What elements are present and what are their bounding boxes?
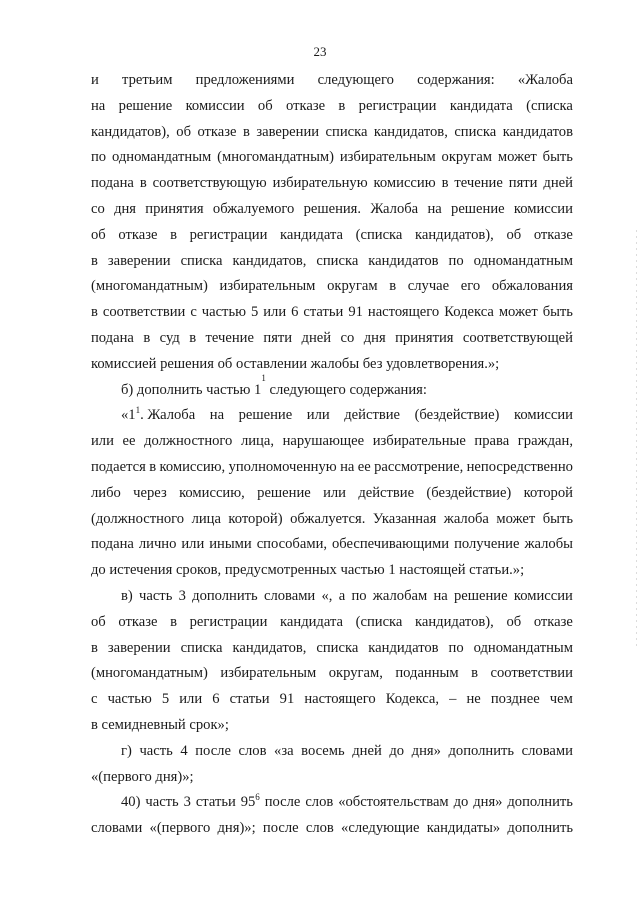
- word: или: [179, 691, 203, 708]
- word: а: [338, 587, 346, 604]
- word: течение: [454, 175, 503, 192]
- word: через: [133, 484, 167, 501]
- superscript: 1: [135, 405, 141, 416]
- word: в: [139, 175, 147, 192]
- word: словами: [521, 742, 573, 759]
- word: одномандатным: [111, 149, 212, 166]
- word: об: [176, 123, 191, 140]
- word: кандидата: [280, 613, 343, 630]
- word: которой: [523, 484, 573, 501]
- word: в: [149, 458, 157, 475]
- word: регистрации: [189, 226, 268, 243]
- word: обжалования: [491, 278, 573, 295]
- line-text: до истечения сроков, предусмотренных частью 1 настоящей статьи.»;: [91, 562, 525, 579]
- word: дополнить: [507, 820, 573, 837]
- word: кандидата: [280, 226, 343, 243]
- line-text: в семидневный срок»;: [91, 716, 229, 733]
- word: кандидаты»: [426, 820, 501, 837]
- word: или: [91, 433, 114, 450]
- word: может: [498, 304, 538, 321]
- word: быть: [542, 149, 573, 166]
- word: округам,: [328, 665, 383, 682]
- word: решение: [451, 200, 505, 217]
- word: 5: [161, 691, 170, 708]
- word: часть: [139, 742, 173, 759]
- word: в: [91, 304, 98, 321]
- text-line: [91, 455, 573, 481]
- word: одномандатным: [473, 639, 573, 656]
- word: подана: [91, 329, 134, 346]
- word: об: [506, 226, 522, 243]
- word: ее: [122, 433, 136, 450]
- word: течение: [205, 329, 254, 346]
- word: граждан,: [517, 433, 573, 450]
- word: случае: [407, 278, 450, 295]
- word: (многомандатным): [217, 149, 334, 166]
- word: заверении: [107, 252, 171, 269]
- paragraph-b-superscript: 1: [261, 372, 266, 383]
- word: может: [496, 510, 536, 527]
- word: лично: [138, 536, 177, 553]
- word: отказе: [197, 123, 237, 140]
- text-line: [91, 403, 573, 429]
- word: статьи: [229, 691, 270, 708]
- word: соответствии: [102, 304, 186, 321]
- paragraph-g: [91, 739, 573, 765]
- word: дополнить: [507, 794, 573, 811]
- word: «(первого: [149, 820, 211, 837]
- word: 6: [212, 691, 220, 708]
- word: списка: [180, 252, 223, 269]
- word: быть: [542, 304, 573, 321]
- word: ее: [357, 458, 371, 475]
- word: избирательные: [372, 433, 466, 450]
- paragraph-b-prefix: б) дополнить частью 1: [121, 381, 262, 398]
- word: по: [351, 587, 367, 604]
- word: с: [190, 304, 197, 321]
- word: обжалуется.: [290, 510, 366, 527]
- word: со: [91, 200, 105, 217]
- word: или: [263, 304, 287, 321]
- word: дней: [352, 742, 382, 759]
- word: Жалоба: [370, 200, 419, 217]
- word: и: [91, 72, 99, 88]
- word: в: [143, 329, 151, 346]
- word: «,: [321, 587, 333, 604]
- text-line: [91, 197, 573, 223]
- word: до: [389, 742, 405, 759]
- word: в: [471, 665, 478, 682]
- word: на: [209, 407, 225, 424]
- word: г): [121, 742, 132, 759]
- word: (многомандатным): [91, 665, 208, 682]
- text-line: [91, 249, 573, 275]
- line-text: «(первого дня)»;: [91, 768, 194, 785]
- word: поданным: [395, 665, 459, 682]
- word: содержания:: [417, 72, 495, 88]
- word: по: [448, 639, 464, 656]
- word: получение: [454, 536, 520, 553]
- word: комиссии: [185, 97, 245, 114]
- word: дней: [301, 329, 332, 346]
- superscript: 6: [255, 792, 260, 803]
- word: статьи: [195, 794, 236, 811]
- word: на: [427, 200, 442, 217]
- word: решение: [238, 407, 293, 424]
- word: рассмотрение,: [374, 458, 464, 475]
- word: частью: [201, 304, 246, 321]
- word: регистрации: [189, 613, 268, 630]
- word: 91: [279, 691, 295, 708]
- word: кандидатов,: [373, 123, 448, 140]
- word: позднее: [490, 691, 540, 708]
- word: по: [448, 252, 464, 269]
- word: комиссии: [513, 407, 573, 424]
- paragraph-jaloba: [91, 68, 573, 352]
- quote-last-line: [91, 558, 573, 584]
- word: в: [189, 329, 197, 346]
- document-body: [91, 68, 573, 842]
- word: решение: [118, 97, 173, 114]
- word: жалоба: [443, 510, 489, 527]
- word: комиссию,: [179, 484, 245, 501]
- word: кандидатов: [368, 639, 439, 656]
- text-line: [91, 507, 573, 533]
- word: часть: [139, 587, 173, 604]
- text-line: [91, 145, 573, 171]
- line-12: [91, 352, 573, 378]
- word: или: [323, 484, 346, 501]
- text-line: [91, 481, 573, 507]
- word: отказе: [118, 613, 158, 630]
- word: часть: [145, 794, 179, 811]
- text-line: [91, 739, 573, 765]
- word: суд: [159, 329, 180, 346]
- word: нарушающее: [282, 433, 365, 450]
- word: иными: [209, 536, 252, 553]
- word: избирательным: [339, 149, 436, 166]
- word: об: [91, 226, 106, 243]
- word: «$1^1$. Жалоба: [121, 405, 196, 424]
- word: подана: [91, 536, 134, 553]
- word: дней: [543, 175, 573, 192]
- word: избирательным: [220, 665, 317, 682]
- word: Кодекса,: [385, 691, 440, 708]
- word: либо: [91, 484, 121, 501]
- word: (бездействие): [414, 407, 500, 424]
- word: действие: [344, 407, 400, 424]
- word: комиссию: [373, 175, 436, 192]
- word: статьи: [303, 304, 344, 321]
- word: частью: [107, 691, 152, 708]
- word: кандидатов),: [415, 226, 494, 243]
- word: обжалуемого: [212, 200, 295, 217]
- word: «обстоятельствам: [338, 794, 449, 811]
- word: кандидатов,: [232, 639, 307, 656]
- text-line: [91, 636, 573, 662]
- word: (бездействие): [426, 484, 512, 501]
- word: дня)»;: [217, 820, 256, 837]
- word: избирательным: [219, 278, 316, 295]
- word: пяти: [263, 329, 293, 346]
- word: лица,: [240, 433, 274, 450]
- word: Указанная: [372, 510, 437, 527]
- text-line: [91, 532, 573, 558]
- word: в: [338, 97, 346, 114]
- word: должностного: [144, 433, 233, 450]
- word: одномандатным: [473, 252, 573, 269]
- word: решение: [454, 587, 508, 604]
- word: –: [449, 691, 457, 708]
- word: пяти: [508, 175, 538, 192]
- word: подана: [91, 175, 134, 192]
- word: комиссии: [513, 200, 573, 217]
- word: слов: [305, 794, 334, 811]
- word: отказе: [533, 226, 573, 243]
- word: настоящего: [304, 691, 376, 708]
- word: после: [195, 742, 231, 759]
- word: чем: [549, 691, 573, 708]
- word: комиссии: [513, 587, 573, 604]
- word: может: [497, 149, 537, 166]
- word: решение: [257, 484, 311, 501]
- word: соответствующей: [462, 329, 573, 346]
- text-line: [91, 584, 573, 610]
- paragraph-b: [91, 372, 573, 404]
- word: его: [460, 278, 481, 295]
- text-line: [91, 429, 573, 455]
- word: в: [91, 252, 98, 269]
- g-last-line: [91, 765, 573, 791]
- word: решения.: [303, 200, 362, 217]
- text-line: [91, 326, 573, 352]
- word: об: [91, 613, 106, 630]
- word: не: [466, 691, 481, 708]
- word: соответствии: [490, 665, 573, 682]
- word: до: [453, 794, 469, 811]
- word: принятия: [145, 200, 204, 217]
- line-text: комиссией решения об оставлении жалобы без удовлетворения.»;: [91, 355, 500, 372]
- word: уполномоченную: [228, 458, 337, 475]
- word: «следующие: [341, 820, 420, 837]
- scan-edge-artifact: [636, 230, 637, 650]
- word: права: [474, 433, 510, 450]
- word: со: [340, 329, 355, 346]
- paragraph-40: [91, 790, 573, 816]
- word: (должностного: [91, 510, 185, 527]
- word: заверении: [107, 639, 171, 656]
- paragraph-v: [91, 584, 573, 713]
- word: слов: [238, 742, 267, 759]
- word: дня»: [411, 742, 441, 759]
- word: $95^6$: [240, 792, 260, 811]
- word: «за: [274, 742, 294, 759]
- word: или: [181, 536, 205, 553]
- text-line: [91, 94, 573, 120]
- text-line: [91, 68, 573, 94]
- paragraph-40-last-line: [91, 816, 573, 842]
- word: 3: [178, 587, 186, 604]
- word: на: [433, 587, 448, 604]
- word: списка: [316, 252, 359, 269]
- word: кандидатов: [368, 252, 439, 269]
- word: с: [91, 691, 98, 708]
- word: кандидатов,: [232, 252, 307, 269]
- word: об: [506, 613, 522, 630]
- word: (многомандатным): [91, 278, 208, 295]
- word: 6: [291, 304, 299, 321]
- word: действие: [358, 484, 415, 501]
- text-line: [91, 171, 573, 197]
- word: в: [170, 226, 177, 243]
- word: отказе: [533, 613, 573, 630]
- word: заверении: [256, 123, 320, 140]
- word: жалобам: [372, 587, 428, 604]
- word: (списка: [355, 226, 403, 243]
- word: избирательную: [272, 175, 368, 192]
- word: округам: [327, 278, 378, 295]
- word: обеспечивающими: [332, 536, 450, 553]
- text-line: [91, 687, 573, 713]
- word: 91: [348, 304, 363, 321]
- word: третьим: [122, 72, 173, 88]
- word: кандидатов: [502, 123, 573, 140]
- word: восемь: [301, 742, 345, 759]
- word: на: [340, 458, 355, 475]
- paragraph-quote-1-1: [91, 403, 573, 558]
- word: списка: [316, 639, 359, 656]
- word: принятия: [395, 329, 454, 346]
- word: кандидатов),: [415, 613, 494, 630]
- word: дополнить: [448, 742, 515, 759]
- word: которой): [228, 510, 283, 527]
- word: дня»: [473, 794, 503, 811]
- word: об: [257, 97, 273, 114]
- word: списка: [325, 123, 368, 140]
- text-line: [91, 300, 573, 326]
- word: настоящего: [367, 304, 440, 321]
- word: Кодекса: [444, 304, 494, 321]
- word: дополнить: [192, 587, 258, 604]
- word: кандидата: [449, 97, 513, 114]
- word: непосредственно: [466, 458, 573, 475]
- word: отказе: [118, 226, 158, 243]
- text-line: [91, 610, 573, 636]
- word: списка: [454, 123, 497, 140]
- text-line: [91, 223, 573, 249]
- word: кандидатов),: [91, 123, 170, 140]
- word: после: [264, 794, 301, 811]
- text-line: [91, 120, 573, 146]
- word: 40): [121, 794, 141, 811]
- word: подается: [91, 458, 146, 475]
- word: следующего: [317, 72, 394, 88]
- text-line: [91, 661, 573, 687]
- word: предложениями: [195, 72, 295, 88]
- word: «Жалоба: [517, 72, 573, 88]
- word: комиссию,: [159, 458, 226, 475]
- word: соответствующую: [152, 175, 267, 192]
- word: в): [121, 587, 133, 604]
- word: 3: [183, 794, 191, 811]
- word: округам: [441, 149, 493, 166]
- text-line: [91, 274, 573, 300]
- word: в: [389, 278, 397, 295]
- word: слов: [305, 820, 334, 837]
- word: 5: [250, 304, 259, 321]
- word: на: [91, 97, 106, 114]
- word: словами: [91, 820, 143, 837]
- word: 4: [180, 742, 188, 759]
- word: жалобы: [524, 536, 573, 553]
- word: (списка: [355, 613, 403, 630]
- word: словами: [263, 587, 316, 604]
- page-number: 23: [313, 44, 327, 59]
- word: в: [242, 123, 250, 140]
- v-last-line: [91, 713, 573, 739]
- word: способами,: [256, 536, 328, 553]
- word: отказе: [286, 97, 326, 114]
- word: по: [91, 149, 107, 166]
- paragraph-b-suffix: следующего содержания:: [265, 381, 427, 398]
- word: регистрации: [358, 97, 437, 114]
- word: в: [441, 175, 449, 192]
- word: дня: [363, 329, 386, 346]
- word: дня: [114, 200, 137, 217]
- word: в: [170, 613, 177, 630]
- word: списка: [180, 639, 223, 656]
- word: в: [91, 639, 98, 656]
- word: (списка: [526, 97, 573, 114]
- word: или: [306, 407, 330, 424]
- word: быть: [542, 510, 573, 527]
- word: лица: [191, 510, 221, 527]
- word: после: [262, 820, 299, 837]
